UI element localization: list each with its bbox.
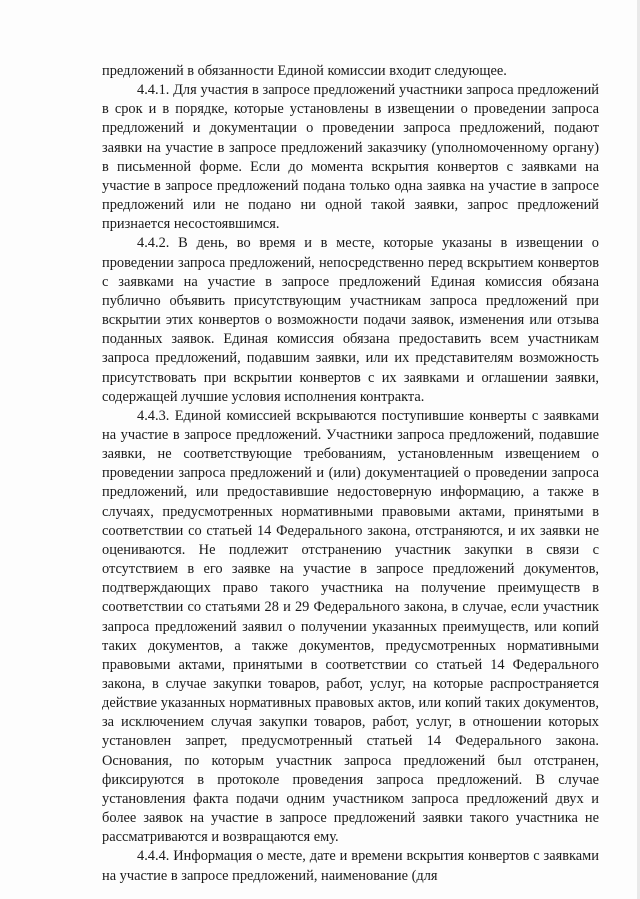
paragraph-intro-tail: предложений в обязанности Единой комиссии входит следующее. (102, 63, 507, 79)
document-body (102, 62, 599, 886)
paragraph-4-4-2: 4.4.2. В день, во время и в месте, которые указаны в извещении о проведении запроса предложений, непосредственно перед вскрытием конвертов с заявками на участие в запросе предложений Единая комиссия обязана публично объявить присутствующим участникам запроса предложений при вскрытии этих конвертов о возможности подачи заявок, изменения или отзыва поданных заявок. Единая комиссия обязана предоставить всем участникам запроса предложений, подавшим заявки, или их представителям возможность присутствовать при вскрытии конвертов с их заявками и оглашении заявки, содержащей лучшие условия исполнения контракта. (102, 235, 599, 405)
paragraph-4-4-3: 4.4.3. Единой комиссией вскрываются поступившие конверты с заявками на участие в запросе предложений. Участники запроса предложений, подавшие заявки, не соответствующие требованиям, установленным извещением о проведении запроса предложений и (или) документацией о проведении запроса предложений, или предоставившие недостоверную информацию, а также в случаях, предусмотренных нормативными правовыми актами, принятыми в соответствии со статьей 14 Федерального закона, отстраняются, и их заявки не оцениваются. Не подлежит отстранению участник закупки в связи с отсутствием в его заявке на участие в запросе предложений документов, подтверждающих право такого участника на получение преимуществ в соответствии со статьями 28 и 29 Федерального закона, в случае, если участник запроса предложений заявил о получении указанных преимуществ, или копий таких документов, а также документов, предусмотренных нормативными правовыми актами, принятыми в соответствии со статьей 14 Федерального закона, в случае закупки товаров, работ, услуг, на которые распространяется действие указанных нормативных правовых актов, или копий таких документов, за исключением случая закупки товаров, работ, услуг, в отношении которых установлен запрет, предусмотренный статьей 14 Федерального закона. Основания, по которым участник запроса предложений был отстранен, фиксируются в протоколе проведения запроса предложений. В случае установления факта подачи одним участником запроса предложений двух и более заявок на участие в запросе предложений заявки такого участника не рассматриваются и возвращаются ему. (102, 407, 599, 846)
paragraph-4-4-4: 4.4.4. Информация о месте, дате и времени вскрытия конвертов с заявками на участие в запросе предложений, наименование (для (102, 848, 599, 884)
paragraph-4-4-1: 4.4.1. Для участия в запросе предложений участники запроса предложений в срок и в порядке, которые установлены в извещении о проведении запроса предложений и документации о проведении запроса предложений, подают заявки на участие в запросе предложений заказчику (уполномоченному органу) в письменной форме. Если до момента вскрытия конвертов с заявками на участие в запросе предложений подана только одна заявка на участие в запросе предложений или не подано ни одной такой заявки, запрос предложений признается несостоявшимся. (102, 82, 599, 233)
